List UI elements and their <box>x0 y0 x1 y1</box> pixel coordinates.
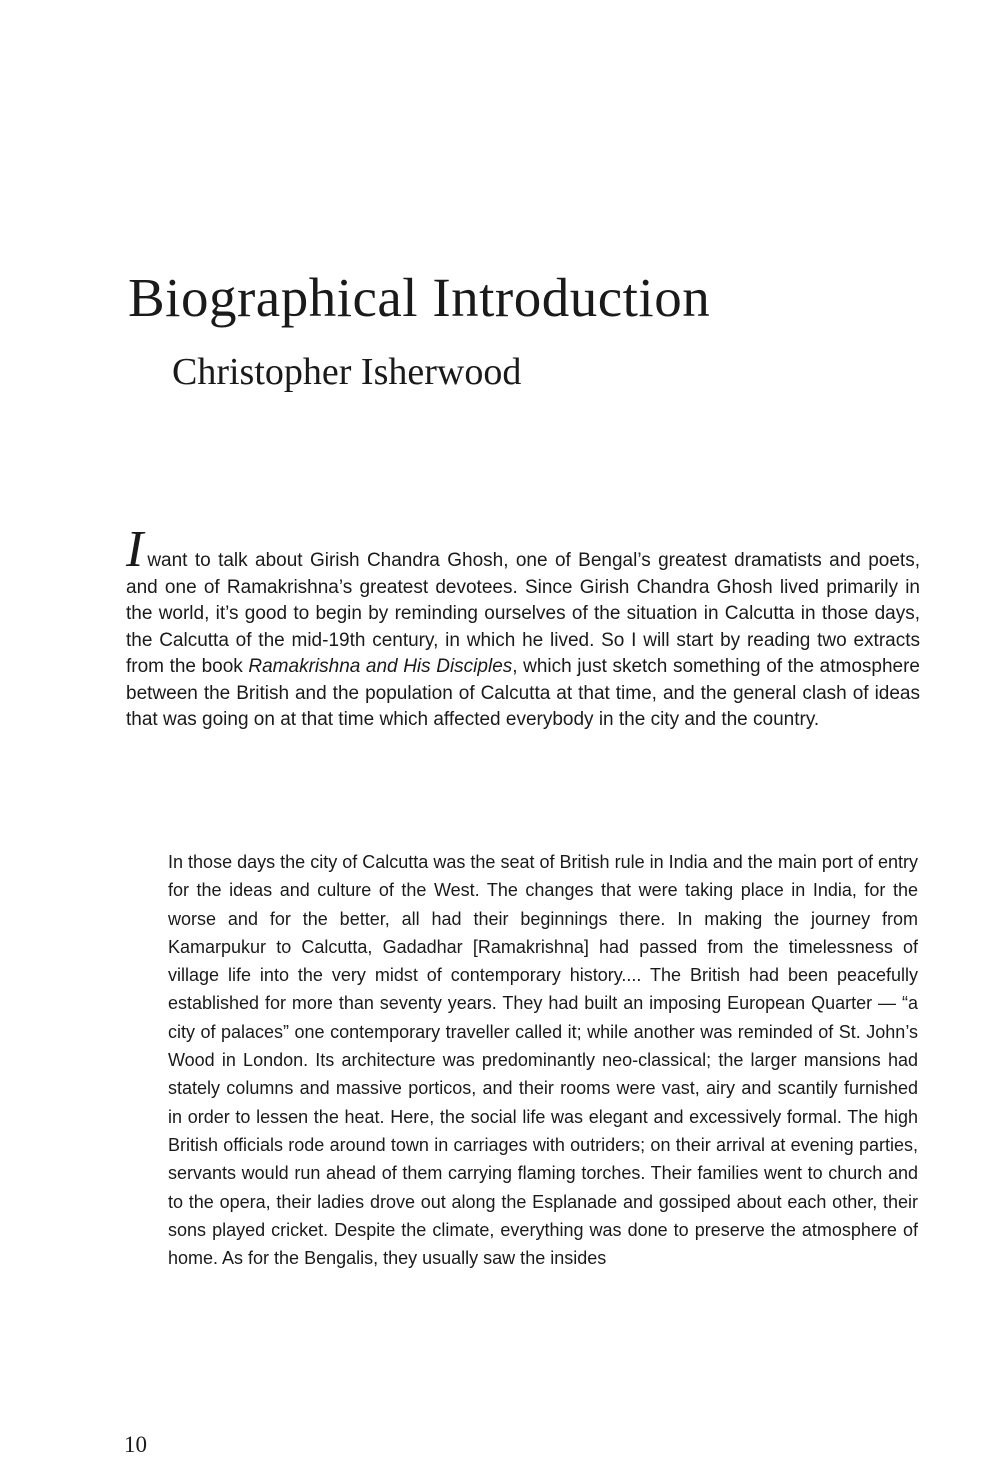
block-quote: In those days the city of Calcutta was the seat of British rule in India and the main port of entry for the ideas and culture of the West. The changes that were taking place in India, for the worse and for the better, all had their beginnings there. In making the journey from Kamarpukur to Calcutta, Gadadhar [Ramakrishna] had passed from the timelessness of village life into the very midst of contemporary history.... The British had been peacefully established for more than seventy years. They had built an imposing European Quarter — “a city of palaces” one contemporary traveller called it; while another was reminded of St. John’s Wood in London. Its architecture was predominantly neo-classical; the larger mansions had stately columns and massive porticos, and their rooms were vast, airy and scantily furnished in order to lessen the heat. Here, the social life was elegant and excessively formal. The high British officials rode around town in carriages with outriders; on their arrival at evening parties, servants would run ahead of them carrying flaming torches. Their families went to church and to the opera, their ladies drove out along the Esplanade and gossiped about each other, their sons played cricket. Despite the climate, everything was done to preserve the atmosphere of home. As for the Bengalis, they usually saw the insides <box>168 852 918 1269</box>
book-title: Ramakrishna and His Disciples <box>248 656 513 677</box>
drop-cap: I <box>126 521 144 578</box>
paragraph-text-start: want to talk about Girish Chandra Ghosh, one of Bengal’s greatest dramatists and poets, and one of Ramakrishna’s greatest devotees. Since Girish Chandra Ghosh lived primarily in the world, it’s good to begin by reminding ourselves of the situation in Calcutta in those days, the Calcutta of the mid-19th century, in which he lived. So I will start by reading two extracts from the book <box>126 550 920 677</box>
chapter-title: Biographical Introduction <box>128 267 711 328</box>
page-number: 10 <box>124 1432 147 1457</box>
paragraph-text-end: , which just sketch something of the atmosphere between the British and the population of Calcutta at that time, and the general clash of ideas that was going on at that time which affected everybody in the city and the country. <box>126 656 920 730</box>
chapter-author: Christopher Isherwood <box>172 351 522 393</box>
body-paragraph <box>126 521 920 734</box>
